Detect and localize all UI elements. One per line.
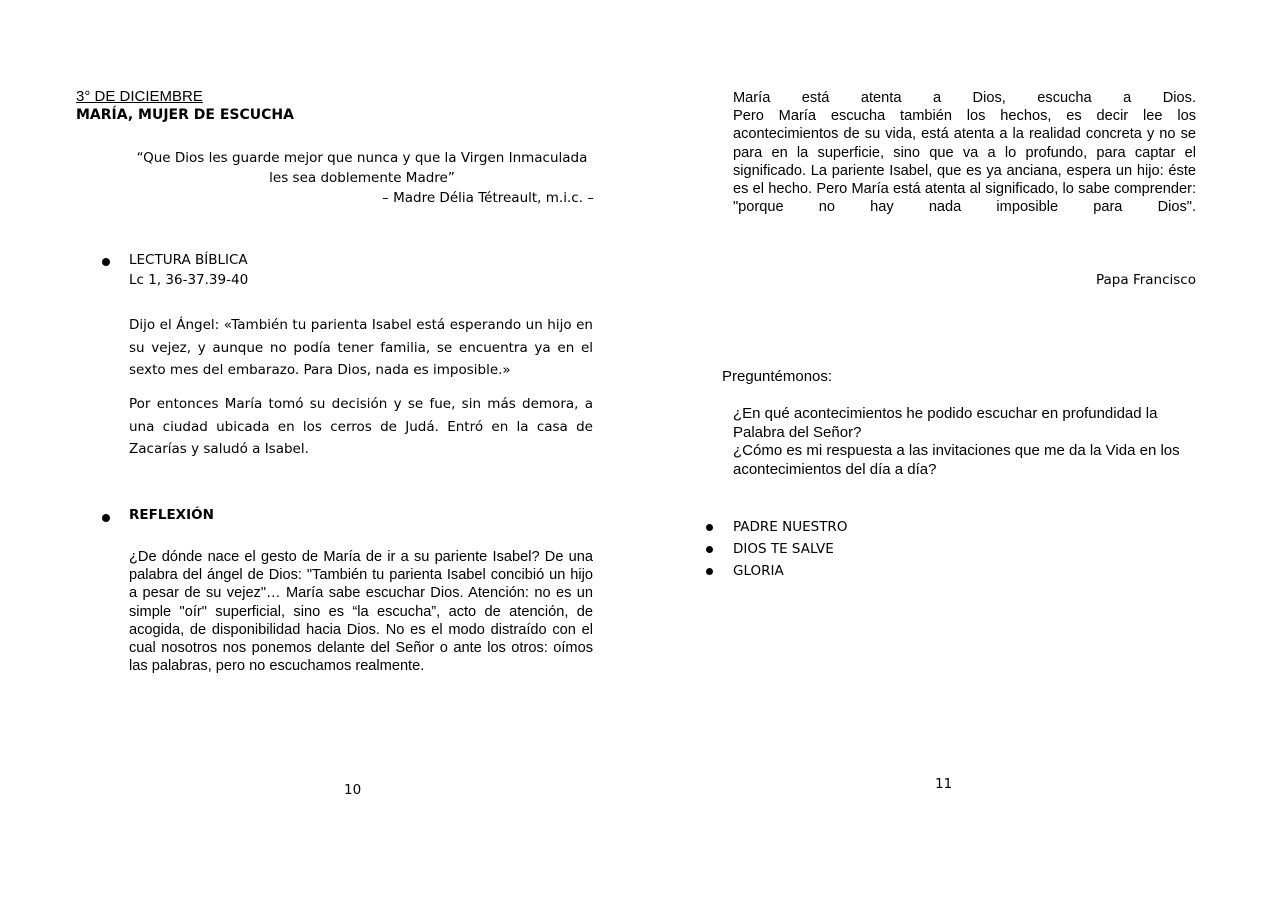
lectura-paragraph-1: Dijo el Ángel: «También tu parienta Isabel está esperando un hijo en su vejez, y aunque no podía tener familia, se encuentra ya en el sexto mes del embarazo. Para Dios, nada es imposible.» xyxy=(129,317,593,378)
reflexion-heading: REFLEXIÓN xyxy=(129,507,214,523)
lectura-paragraph-2: Por entonces María tomó su decisión y se fue, sin más demora, a una ciudad ubicada en los cerros de Judá. Entró en la casa de Zacarías y saludó a Isabel. xyxy=(129,396,593,457)
question-1: ¿En qué acontecimientos he podido escuchar en profundidad la Palabra del Señor? xyxy=(733,405,1158,441)
bullet-icon xyxy=(706,568,713,575)
page-number-right: 11 xyxy=(935,776,953,792)
list-item xyxy=(706,561,847,583)
list-item xyxy=(706,517,847,539)
page-number-left: 10 xyxy=(344,782,362,798)
quote-line-2: les sea doblemente Madre” xyxy=(269,170,455,186)
reflection-continuation xyxy=(733,89,1196,216)
questions-block xyxy=(733,405,1203,479)
quote-block xyxy=(130,148,594,208)
reflection-body: Pero María escucha también los hechos, es decir lee los acontecimientos de su vida, está atenta a la realidad concreta y no se para en la superficie, sino que va a lo profundo, para captar el significado. La pariente Isabel, que es ya anciana, espera un hijo: éste es el hecho. Pero María está atenta al significado, lo sabe comprender: "porque no hay nada imposible para Dios". xyxy=(733,108,1196,216)
list-item xyxy=(706,539,847,561)
bullet-icon xyxy=(102,258,110,266)
date-heading: 3° DE DICIEMBRE xyxy=(76,88,203,105)
reflexion-paragraph: ¿De dónde nace el gesto de María de ir a su pariente Isabel? De una palabra del ángel de Dios: "También tu parienta Isabel concibió un hijo a pesar de su vejez"… María sabe escuchar Dios. Atención: no es un simple "oír" superficial, sino es “la escucha”, acto de atención, de acogida, de disponibilidad hacia Dios. No es el modo distraído con el cual nosotros nos ponemos delante del Señor o ante los otros: oímos las palabras, pero no escuchamos realmente. xyxy=(129,549,593,675)
bullet-icon xyxy=(706,546,713,553)
lectura-reference: Lc 1, 36-37.39-40 xyxy=(129,272,249,288)
quote-author: – Madre Délia Tétreault, m.i.c. – xyxy=(382,190,594,206)
lectura-heading: LECTURA BÍBLICA xyxy=(129,252,248,268)
page-title: MARÍA, MUJER DE ESCUCHA xyxy=(76,107,294,123)
reflection-author: Papa Francisco xyxy=(1096,272,1196,288)
preguntemonos-heading: Preguntémonos: xyxy=(722,368,833,385)
prayer-label: PADRE NUESTRO xyxy=(733,519,848,535)
reflection-line-1: María está atenta a Dios, escucha a Dios. xyxy=(733,90,1196,106)
prayer-label: DIOS TE SALVE xyxy=(733,540,834,557)
prayers-list xyxy=(706,517,847,582)
bullet-icon xyxy=(102,514,110,522)
quote-line-1: “Que Dios les guarde mejor que nunca y que la Virgen Inmaculada xyxy=(136,150,588,166)
question-2: ¿Cómo es mi respuesta a las invitaciones que me da la Vida en los acontecimientos del día a día? xyxy=(733,442,1180,478)
lectura-header xyxy=(129,250,248,290)
bullet-icon xyxy=(706,524,713,531)
prayer-label: GLORIA xyxy=(733,562,784,579)
